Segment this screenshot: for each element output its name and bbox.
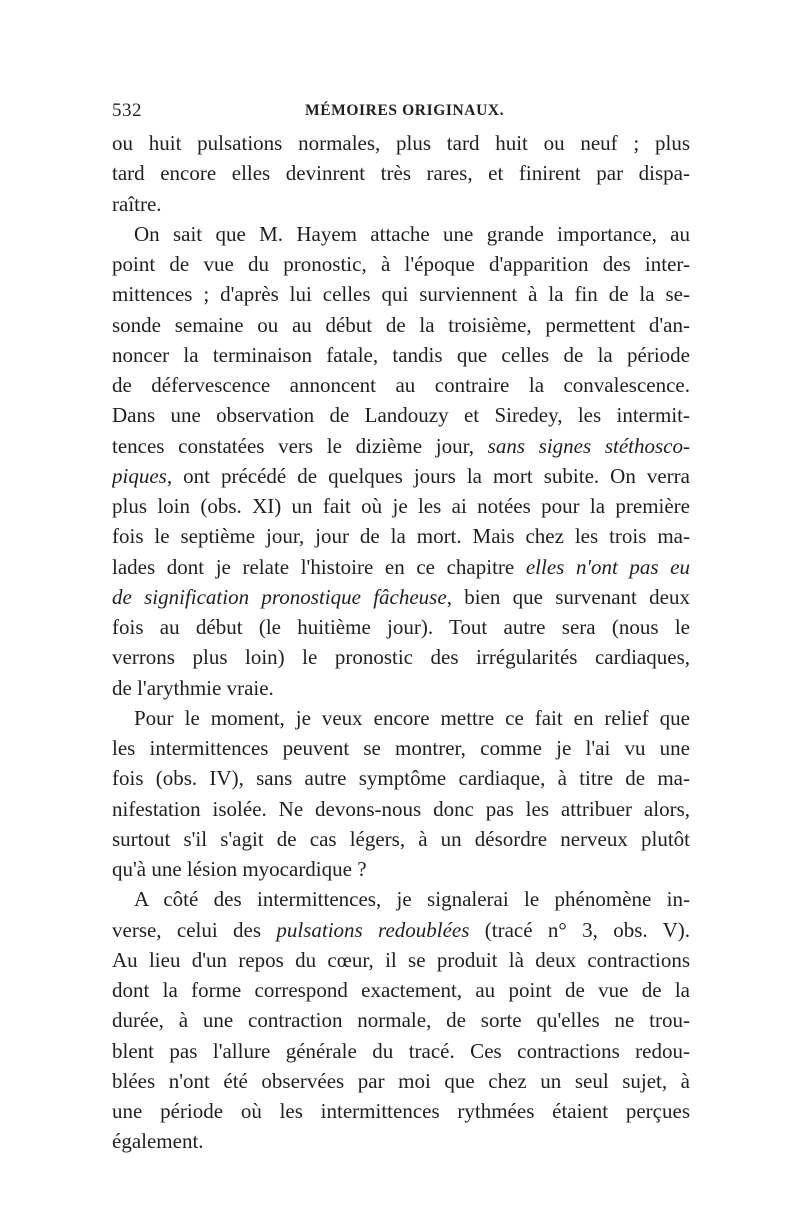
italic-phrase: sans signes stéthosco-: [487, 433, 690, 458]
book-page: [112, 96, 690, 1176]
text-line: tences constatées vers le dizième jour, sans signes stéthosco-: [112, 433, 690, 458]
text-line: fois au début (le huitième jour). Tout autre sera (nous le: [112, 615, 690, 639]
page-number: 532: [112, 100, 142, 121]
text-line: sonde semaine ou au début de la troisième, permettent d'an-: [112, 312, 690, 337]
running-head: [112, 96, 690, 126]
text-line: verse, celui des pulsations redoublées (tracé n° 3, obs. V).: [112, 917, 690, 942]
text-line: ou huit pulsations normales, plus tard huit ou neuf ; plus: [112, 131, 690, 155]
text-line: Dans une observation de Landouzy et Siredey, les intermit-: [112, 403, 690, 428]
text-line: une période où les intermittences rythmées étaient perçues: [112, 1099, 690, 1123]
text-line: les intermittences peuvent se montrer, comme je l'ai vu une: [112, 736, 690, 760]
text-line: qu'à une lésion myocardique ?: [112, 857, 367, 881]
text-line: durée, à une contraction normale, de sorte qu'elles ne trou-: [112, 1008, 690, 1033]
text-line: blées n'ont été observées par moi que chez un seul sujet, à: [112, 1068, 690, 1093]
text-line: raître.: [112, 191, 162, 216]
text-line: mittences ; d'après lui celles qui surviennent à la fin de la se-: [112, 282, 690, 307]
text-line: tard encore elles devinrent très rares, et finirent par dispa-: [112, 161, 690, 186]
text-line: de signification pronostique fâcheuse, bien que survenant deux: [112, 584, 690, 609]
text-line: nifestation isolée. Ne devons-nous donc pas les attribuer alors,: [112, 796, 690, 821]
italic-phrase: de signification pronostique fâcheuse: [112, 584, 447, 609]
italic-phrase: piques: [112, 463, 167, 488]
text-line: surtout s'il s'agit de cas légers, à un désordre nerveux plutôt: [112, 826, 690, 851]
text-line: Pour le moment, je veux encore mettre ce fait en relief que: [134, 705, 690, 730]
italic-phrase: pulsations redoublées: [276, 917, 470, 942]
text-line: lades dont je relate l'histoire en ce chapitre elles n'ont pas eu: [112, 554, 690, 579]
text-line: également.: [112, 1129, 204, 1154]
text-line: Au lieu d'un repos du cœur, il se produit là deux contractions: [112, 947, 690, 972]
text-line: point de vue du pronostic, à l'époque d'apparition des inter-: [112, 252, 690, 276]
text-body: [112, 128, 690, 1157]
text-line: A côté des intermittences, je signalerai le phénomène in-: [134, 887, 690, 912]
text-line: blent pas l'allure générale du tracé. Ces contractions redou-: [112, 1038, 690, 1063]
text-line: de défervescence annoncent au contraire la convalescence.: [112, 373, 690, 397]
text-line: piques, ont précédé de quelques jours la mort subite. On verra: [112, 463, 690, 488]
text-line: noncer la terminaison fatale, tandis que celles de la période: [112, 342, 690, 367]
text-line: On sait que M. Hayem attache une grande importance, au: [134, 221, 690, 246]
italic-phrase: elles n'ont pas eu: [525, 554, 690, 579]
text-line: de l'arythmie vraie.: [112, 675, 274, 700]
text-line: verrons plus loin) le pronostic des irrégularités cardiaques,: [112, 645, 690, 670]
running-title: MÉMOIRES ORIGINAUX.: [305, 102, 505, 119]
text-line: dont la forme correspond exactement, au point de vue de la: [112, 978, 690, 1002]
text-line: fois le septième jour, jour de la mort. Mais chez les trois ma-: [112, 524, 690, 549]
text-line: plus loin (obs. XI) un fait où je les ai notées pour la première: [112, 494, 690, 518]
text-line: fois (obs. IV), sans autre symptôme cardiaque, à titre de ma-: [112, 766, 690, 791]
